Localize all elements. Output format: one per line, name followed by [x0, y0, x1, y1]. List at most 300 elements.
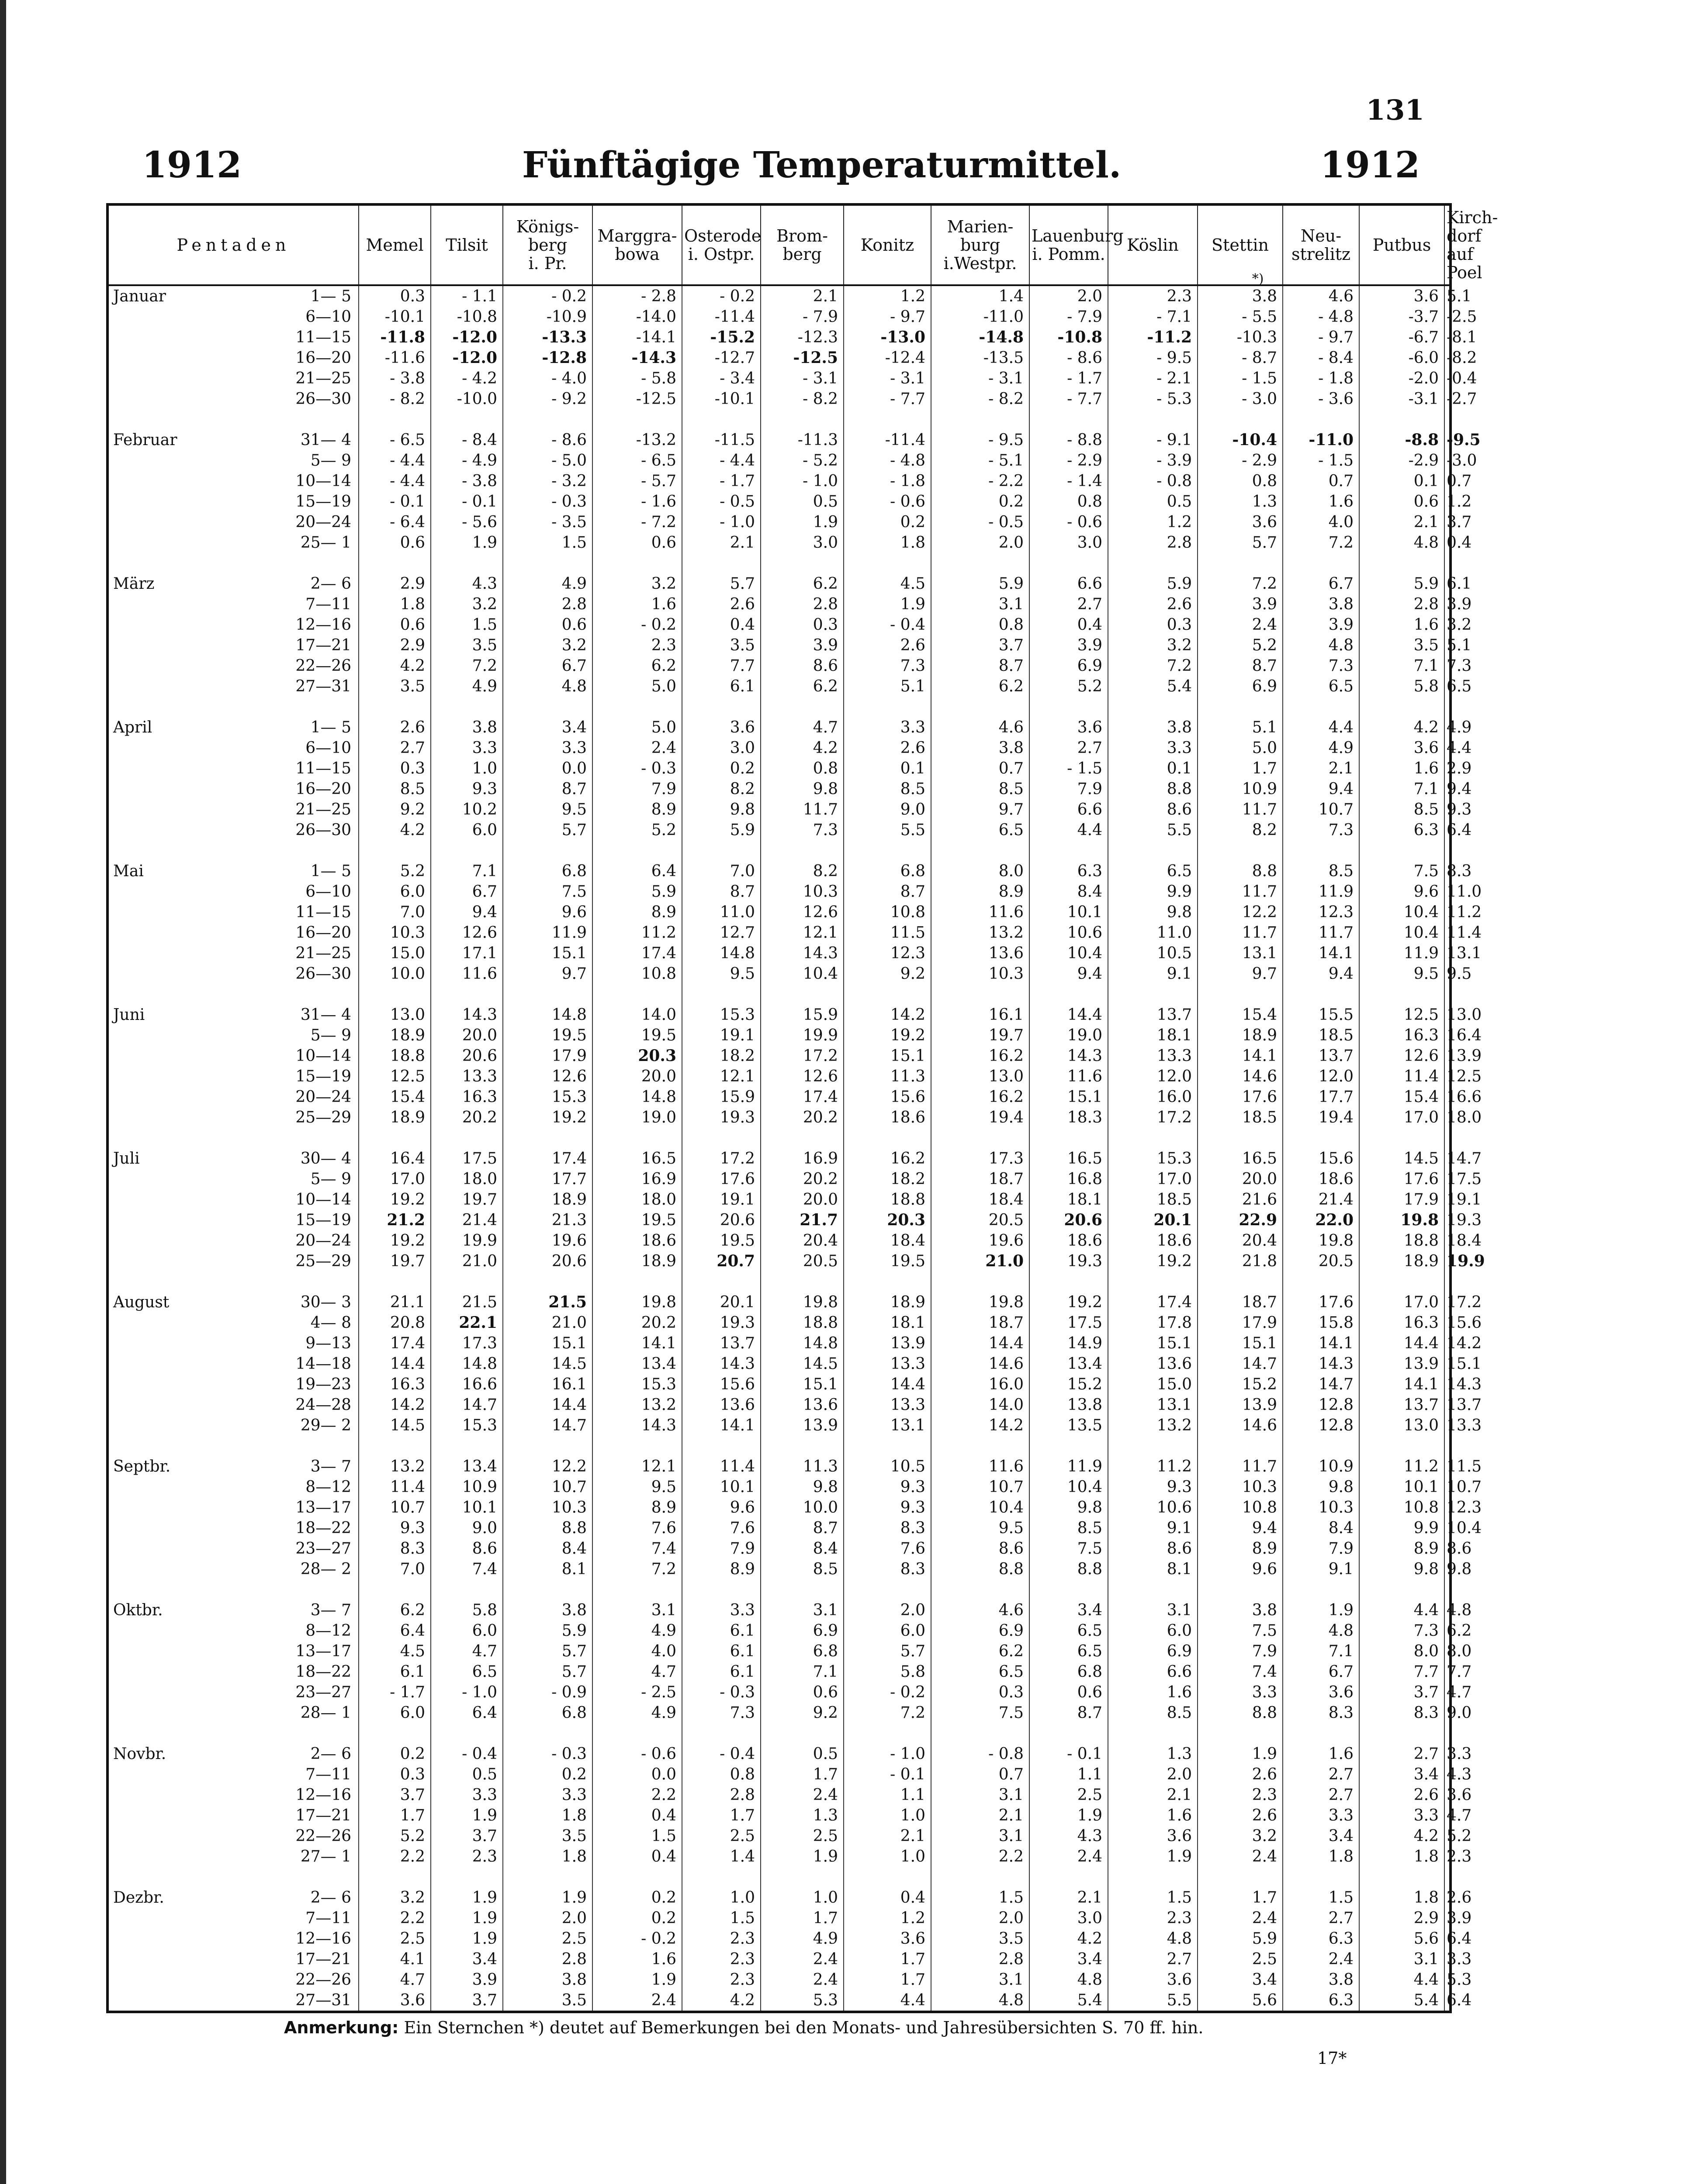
value-cell: - 4.9 [431, 450, 503, 471]
month-label: Februar [113, 431, 177, 449]
value-cell: 1.7 [1198, 1887, 1283, 1908]
pentade-cell: 16—20 [295, 924, 352, 942]
spacer-cell [682, 1128, 761, 1148]
value-cell: 11.9 [1029, 1456, 1108, 1477]
value-cell: -11.2 [1108, 327, 1198, 348]
value-cell: 4.6 [1283, 285, 1359, 307]
value-cell: 3.6 [1283, 1682, 1359, 1703]
value-cell: 14.2 [931, 1415, 1029, 1436]
value-cell: 3.6 [682, 717, 761, 738]
value-cell: 1.5 [592, 1826, 682, 1846]
value-cell: - 0.2 [844, 1682, 931, 1703]
value-cell: 4.8 [1108, 1928, 1198, 1949]
value-cell: 13.7 [1283, 1046, 1359, 1066]
pentade-cell: 19—23 [295, 1375, 352, 1393]
table-row [107, 532, 1451, 553]
value-cell: 3.9 [1444, 1908, 1451, 1928]
value-cell: 3.8 [503, 1970, 592, 1990]
table-row [107, 656, 1451, 676]
value-cell: 2.3 [682, 1949, 761, 1970]
value-cell: 6.5 [931, 1662, 1029, 1682]
table-row [107, 1066, 1451, 1087]
spacer-cell [1359, 1579, 1444, 1600]
table-row [107, 1785, 1451, 1805]
value-cell: 3.4 [1029, 1949, 1108, 1970]
pentade-cell: 6—10 [305, 308, 352, 326]
value-cell: 16.6 [1444, 1087, 1451, 1107]
value-cell: 3.7 [931, 635, 1029, 656]
value-cell: 13.7 [1108, 1005, 1198, 1025]
value-cell: 7.5 [1029, 1538, 1108, 1559]
spacer-cell [761, 1436, 844, 1456]
value-cell: 3.6 [1359, 285, 1444, 307]
month-label [107, 327, 280, 348]
value-cell: 4.2 [359, 820, 431, 840]
value-cell: - 5.7 [592, 471, 682, 491]
value-cell: - 3.1 [931, 368, 1029, 389]
value-cell: 0.2 [682, 758, 761, 779]
pentade-cell: 25—29 [295, 1109, 352, 1127]
value-cell: 0.6 [1359, 491, 1444, 512]
value-cell: 1.0 [682, 1887, 761, 1908]
value-cell: 18.8 [844, 1189, 931, 1210]
value-cell: 6.0 [359, 881, 431, 902]
spacer-cell [1108, 1128, 1198, 1148]
group-spacer [107, 1723, 1451, 1744]
value-cell: - 8.2 [761, 389, 844, 409]
value-cell: 10.6 [1108, 1497, 1198, 1518]
value-cell: 5.1 [844, 676, 931, 697]
spacer-cell [1283, 1436, 1359, 1456]
value-cell: 11.3 [761, 1456, 844, 1477]
value-cell: 3.8 [503, 1600, 592, 1621]
value-cell: 5.9 [503, 1621, 592, 1641]
value-cell: 20.7 [682, 1251, 761, 1272]
value-cell: - 6.5 [359, 430, 431, 450]
value-cell: - 7.9 [1029, 307, 1108, 327]
value-cell: 0.7 [931, 1764, 1029, 1785]
value-cell: 20.0 [431, 1025, 503, 1046]
value-cell: 6.0 [844, 1621, 931, 1641]
value-cell: 18.1 [844, 1313, 931, 1333]
value-cell: 10.0 [359, 964, 431, 984]
value-cell: -10.4 [1198, 430, 1283, 450]
value-cell: - 4.4 [682, 450, 761, 471]
value-cell: 8.2 [682, 779, 761, 799]
value-cell: 15.6 [844, 1087, 931, 1107]
spacer-cell [431, 1867, 503, 1887]
spacer-cell [761, 840, 844, 861]
spacer-cell [431, 1723, 503, 1744]
value-cell: 2.9 [359, 574, 431, 594]
value-cell: 3.3 [503, 738, 592, 758]
month-label [107, 1415, 280, 1436]
value-cell: 16.0 [1108, 1087, 1198, 1107]
value-cell: 2.8 [503, 594, 592, 615]
value-cell: 3.2 [431, 594, 503, 615]
value-cell: 17.1 [431, 943, 503, 964]
value-cell: 21.0 [931, 1251, 1029, 1272]
value-cell: - 5.8 [592, 368, 682, 389]
value-cell: 14.6 [1198, 1415, 1283, 1436]
value-cell: 2.1 [931, 1805, 1029, 1826]
value-cell: 14.3 [1444, 1374, 1451, 1395]
month-label [107, 881, 280, 902]
pentade-cell: 27— 1 [300, 1848, 352, 1866]
value-cell: 18.2 [682, 1046, 761, 1066]
pentade-cell: 6—10 [305, 883, 352, 901]
value-cell: 5.2 [1198, 635, 1283, 656]
spacer-cell [1198, 984, 1283, 1005]
value-cell: 11.0 [1108, 923, 1198, 943]
value-cell: - 2.1 [1108, 368, 1198, 389]
value-cell: 3.4 [1283, 1826, 1359, 1846]
value-cell: 14.1 [682, 1415, 761, 1436]
value-cell: 3.7 [359, 1785, 431, 1805]
spacer-cell [359, 1436, 431, 1456]
value-cell: 2.8 [1359, 594, 1444, 615]
value-cell: 12.5 [1359, 1005, 1444, 1025]
value-cell: 2.5 [761, 1826, 844, 1846]
value-cell: 6.2 [761, 574, 844, 594]
value-cell: 4.6 [931, 1600, 1029, 1621]
value-cell: 11.7 [761, 799, 844, 820]
value-cell: 2.8 [931, 1949, 1029, 1970]
value-cell: 1.5 [682, 1908, 761, 1928]
spacer-cell [761, 697, 844, 717]
value-cell: 11.6 [931, 902, 1029, 923]
value-cell: 19.7 [431, 1189, 503, 1210]
table-row [107, 450, 1451, 471]
value-cell: 5.7 [682, 574, 761, 594]
value-cell: - 7.9 [761, 307, 844, 327]
table-row [107, 923, 1451, 943]
value-cell: 9.1 [1108, 964, 1198, 984]
value-cell: 1.9 [1283, 1600, 1359, 1621]
value-cell: - 9.1 [1108, 430, 1198, 450]
value-cell: 2.0 [931, 1908, 1029, 1928]
value-cell: 7.5 [1359, 861, 1444, 881]
month-label [107, 1025, 280, 1046]
value-cell: 9.8 [1108, 902, 1198, 923]
value-cell: 11.6 [431, 964, 503, 984]
group-spacer [107, 1867, 1451, 1887]
value-cell: 6.5 [1444, 676, 1451, 697]
value-cell: - 1.7 [359, 1682, 431, 1703]
pentade-cell: 11—15 [295, 903, 352, 921]
column-header: Neu- strelitz [1283, 204, 1359, 285]
table-row [107, 1846, 1451, 1867]
table-row [107, 1928, 1451, 1949]
value-cell: 17.0 [1359, 1292, 1444, 1313]
value-cell: 9.7 [503, 964, 592, 984]
spacer-cell [761, 984, 844, 1005]
spacer-cell [431, 553, 503, 574]
value-cell: 3.3 [1444, 1744, 1451, 1764]
pentade-cell: 6—10 [305, 739, 352, 757]
spacer-cell [1108, 697, 1198, 717]
value-cell: 5.4 [1029, 1990, 1108, 2012]
value-cell: 3.6 [1359, 738, 1444, 758]
value-cell: 1.9 [503, 1887, 592, 1908]
pentade-cell: 12—16 [295, 1930, 352, 1948]
spacer-cell [592, 1436, 682, 1456]
table-row [107, 635, 1451, 656]
value-cell: 8.9 [592, 902, 682, 923]
column-header: Marggra- bowa [592, 204, 682, 285]
value-cell: 3.0 [682, 738, 761, 758]
value-cell: 12.7 [682, 923, 761, 943]
spacer-cell [682, 1867, 761, 1887]
value-cell: 22.0 [1283, 1210, 1359, 1230]
value-cell: 3.1 [931, 1785, 1029, 1805]
value-cell: 14.3 [431, 1005, 503, 1025]
value-cell: 9.5 [682, 964, 761, 984]
value-cell: -3.1 [1359, 389, 1444, 409]
value-cell: 6.8 [503, 1703, 592, 1723]
value-cell: 3.3 [1108, 738, 1198, 758]
value-cell: 9.8 [1029, 1497, 1108, 1518]
value-cell: - 0.3 [592, 758, 682, 779]
value-cell: 7.4 [431, 1559, 503, 1579]
pentade-cell: 28— 1 [300, 1704, 352, 1722]
value-cell: 4.4 [1359, 1600, 1444, 1621]
value-cell: - 1.8 [844, 471, 931, 491]
value-cell: 13.3 [431, 1066, 503, 1087]
pentade-cell: 21—25 [295, 944, 352, 962]
value-cell: 0.5 [761, 1744, 844, 1764]
value-cell: 1.0 [844, 1805, 931, 1826]
table-row [107, 1230, 1451, 1251]
month-label [107, 1764, 280, 1785]
value-cell: 0.1 [1359, 471, 1444, 491]
value-cell: 2.1 [682, 532, 761, 553]
value-cell: 16.5 [1198, 1148, 1283, 1169]
value-cell: -14.8 [931, 327, 1029, 348]
value-cell: 4.8 [1359, 532, 1444, 553]
value-cell: 15.9 [682, 1087, 761, 1107]
value-cell: 4.8 [1283, 635, 1359, 656]
value-cell: 0.6 [359, 615, 431, 635]
value-cell: 11.4 [359, 1477, 431, 1497]
spacer-cell [592, 1579, 682, 1600]
value-cell: 2.4 [761, 1970, 844, 1990]
value-cell: -10.0 [431, 389, 503, 409]
value-cell: 1.8 [503, 1805, 592, 1826]
value-cell: 17.9 [503, 1046, 592, 1066]
value-cell: 14.8 [431, 1354, 503, 1374]
pentade-cell: 30— 3 [300, 1293, 352, 1311]
spacer-cell [107, 1272, 280, 1292]
temperature-table-container [106, 203, 1498, 2013]
value-cell: 7.4 [592, 1538, 682, 1559]
value-cell: 21.4 [431, 1210, 503, 1230]
table-row [107, 471, 1451, 491]
spacer-cell [682, 1272, 761, 1292]
value-cell: 2.1 [761, 285, 844, 307]
value-cell: 9.4 [1283, 964, 1359, 984]
value-cell: 4.2 [682, 1990, 761, 2012]
value-cell: 3.9 [1283, 615, 1359, 635]
spacer-cell [431, 1128, 503, 1148]
value-cell: - 3.1 [761, 368, 844, 389]
value-cell: 13.6 [761, 1395, 844, 1415]
value-cell: 5.9 [1108, 574, 1198, 594]
value-cell: 0.3 [1108, 615, 1198, 635]
value-cell: 4.9 [503, 574, 592, 594]
value-cell: 17.2 [1444, 1292, 1451, 1313]
value-cell: 4.9 [592, 1621, 682, 1641]
value-cell: 14.9 [1029, 1333, 1108, 1354]
spacer-cell [931, 984, 1029, 1005]
value-cell: 9.3 [359, 1518, 431, 1538]
value-cell: 11.2 [1108, 1456, 1198, 1477]
value-cell: 16.5 [592, 1148, 682, 1169]
value-cell: 19.9 [431, 1230, 503, 1251]
value-cell: 4.9 [1444, 717, 1451, 738]
value-cell: 13.4 [431, 1456, 503, 1477]
table-row [107, 1025, 1451, 1046]
value-cell: 10.4 [1029, 943, 1108, 964]
table-row [107, 1990, 1451, 2012]
value-cell: 2.3 [682, 1970, 761, 1990]
value-cell: 14.3 [592, 1415, 682, 1436]
footnote-text: Ein Sternchen *) deutet auf Bemerkungen bei den Monats- und Jahresübersichten S. 70 ff. hin. [398, 2018, 1204, 2037]
value-cell: 12.3 [1444, 1497, 1451, 1518]
spacer-cell [1444, 1436, 1451, 1456]
value-cell: -11.4 [682, 307, 761, 327]
value-cell: 5.7 [844, 1641, 931, 1662]
value-cell: 10.8 [1359, 1497, 1444, 1518]
column-header: Memel [359, 204, 431, 285]
value-cell: 14.3 [761, 943, 844, 964]
value-cell: 3.1 [931, 594, 1029, 615]
value-cell: 18.6 [1283, 1169, 1359, 1189]
spacer-cell [1029, 1272, 1108, 1292]
table-row [107, 779, 1451, 799]
spacer-cell [1444, 1128, 1451, 1148]
value-cell: 14.2 [359, 1395, 431, 1415]
value-cell: 7.9 [592, 779, 682, 799]
column-header: Köslin [1108, 204, 1198, 285]
spacer-cell [1359, 1436, 1444, 1456]
value-cell: - 8.7 [1198, 348, 1283, 368]
value-cell: 2.5 [503, 1928, 592, 1949]
value-cell: 7.3 [844, 656, 931, 676]
value-cell: -12.8 [503, 348, 592, 368]
value-cell: 2.7 [1359, 1744, 1444, 1764]
value-cell: 18.6 [592, 1230, 682, 1251]
value-cell: 6.4 [1444, 1928, 1451, 1949]
value-cell: 3.9 [1198, 594, 1283, 615]
pentade-cell: 27—31 [295, 1991, 352, 2009]
spacer-cell [1283, 1867, 1359, 1887]
month-label [107, 923, 280, 943]
table-row [107, 1148, 1451, 1169]
value-cell: 12.8 [1283, 1395, 1359, 1415]
value-cell: 2.5 [359, 1928, 431, 1949]
value-cell: -3.0 [1444, 450, 1451, 471]
value-cell: 6.4 [359, 1621, 431, 1641]
value-cell: 5.5 [1108, 1990, 1198, 2012]
value-cell: 6.9 [931, 1621, 1029, 1641]
value-cell: 18.9 [359, 1107, 431, 1128]
table-row [107, 1949, 1451, 1970]
value-cell: 1.6 [1359, 615, 1444, 635]
value-cell: 3.2 [592, 574, 682, 594]
value-cell: 6.1 [682, 1621, 761, 1641]
value-cell: 0.3 [359, 285, 431, 307]
value-cell: 3.1 [761, 1600, 844, 1621]
month-label [107, 348, 280, 368]
value-cell: 1.1 [844, 1785, 931, 1805]
value-cell: - 9.7 [1283, 327, 1359, 348]
spacer-cell [107, 697, 280, 717]
value-cell: 10.4 [1359, 923, 1444, 943]
value-cell: 17.2 [1108, 1107, 1198, 1128]
spacer-cell [107, 1128, 280, 1148]
value-cell: 4.1 [359, 1949, 431, 1970]
value-cell: 3.8 [931, 738, 1029, 758]
month-label [107, 635, 280, 656]
value-cell: 9.8 [761, 1477, 844, 1497]
value-cell: 2.1 [1108, 1785, 1198, 1805]
value-cell: 10.4 [1444, 1518, 1451, 1538]
value-cell: 8.2 [761, 861, 844, 881]
value-cell: 19.3 [1029, 1251, 1108, 1272]
value-cell: 19.4 [931, 1107, 1029, 1128]
pentade-cell: 10—14 [295, 1191, 352, 1209]
value-cell: 1.9 [1108, 1846, 1198, 1867]
value-cell: 8.7 [931, 656, 1029, 676]
spacer-cell [1108, 553, 1198, 574]
table-row [107, 1744, 1451, 1764]
value-cell: 5.0 [592, 717, 682, 738]
value-cell: -12.4 [844, 348, 931, 368]
spacer-cell [682, 1723, 761, 1744]
spacer-cell [844, 409, 931, 430]
value-cell: 13.2 [592, 1395, 682, 1415]
value-cell: 9.8 [761, 779, 844, 799]
value-cell: -8.2 [1444, 348, 1451, 368]
spacer-cell [1108, 1579, 1198, 1600]
value-cell: 6.7 [1283, 1662, 1359, 1682]
value-cell: 0.3 [761, 615, 844, 635]
value-cell: - 1.0 [761, 471, 844, 491]
pentade-cell: 21—25 [295, 801, 352, 819]
value-cell: *) 3.8 [1198, 285, 1283, 307]
value-cell: -11.0 [931, 307, 1029, 327]
value-cell: - 1.6 [592, 491, 682, 512]
value-cell: 6.1 [359, 1662, 431, 1682]
value-cell: 6.6 [1029, 574, 1108, 594]
value-cell: 20.0 [592, 1066, 682, 1087]
value-cell: 10.9 [431, 1477, 503, 1497]
value-cell: 16.3 [1359, 1313, 1444, 1333]
value-cell: 16.8 [1029, 1169, 1108, 1189]
value-cell: 14.3 [682, 1354, 761, 1374]
value-cell: 9.4 [1444, 779, 1451, 799]
value-cell: 17.2 [761, 1046, 844, 1066]
column-header: Konitz [844, 204, 931, 285]
value-cell: 2.6 [1108, 594, 1198, 615]
value-cell: 2.9 [1444, 758, 1451, 779]
value-cell: - 1.0 [431, 1682, 503, 1703]
spacer-cell [592, 984, 682, 1005]
value-cell: 20.2 [761, 1107, 844, 1128]
month-label [107, 1333, 280, 1354]
value-cell: 18.0 [1444, 1107, 1451, 1128]
